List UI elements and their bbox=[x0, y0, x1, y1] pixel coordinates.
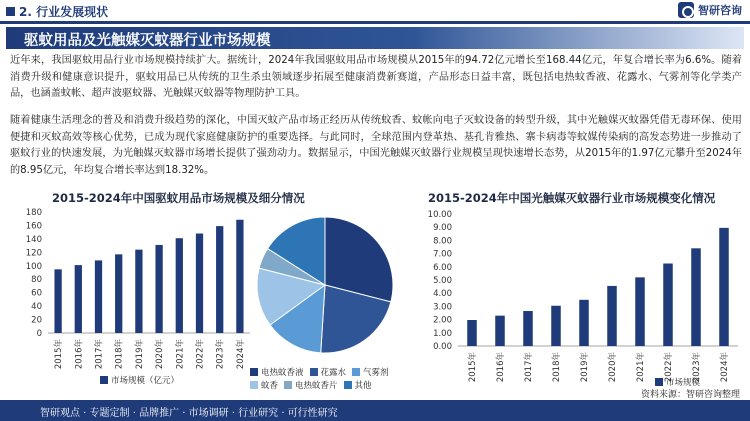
pie-legend-item bbox=[250, 365, 304, 378]
pie-legend-item bbox=[352, 365, 389, 378]
right-chart-x-tick-label: 2018年 bbox=[552, 352, 562, 383]
left-chart-y-tick-label: 120 bbox=[25, 248, 42, 259]
right-chart-bar bbox=[551, 306, 561, 346]
section-label bbox=[6, 3, 108, 20]
pie-legend-label: 电热蚊香液 bbox=[261, 367, 304, 378]
left-chart-bar bbox=[75, 265, 82, 333]
left-chart-x-tick-label: 2021年 bbox=[175, 339, 186, 370]
left-chart-bar bbox=[176, 238, 183, 333]
segment-pie-chart bbox=[250, 205, 420, 365]
right-chart-x-tick-label: 2016年 bbox=[496, 352, 506, 383]
left-chart-x-tick-label: 2016年 bbox=[74, 339, 85, 370]
left-chart-bar bbox=[54, 269, 61, 333]
right-chart-legend-swatch bbox=[655, 378, 663, 386]
title-banner bbox=[6, 27, 744, 49]
pie-legend-label: 电热蚊香片 bbox=[295, 381, 338, 391]
pie-legend-item bbox=[344, 379, 372, 392]
pie-legend-item bbox=[284, 379, 338, 392]
left-chart-bar bbox=[95, 260, 102, 333]
right-chart-bar bbox=[467, 320, 477, 346]
left-chart-bar bbox=[236, 220, 243, 333]
left-chart-bar bbox=[196, 234, 203, 333]
right-chart-bar bbox=[579, 300, 589, 346]
right-chart-y-tick-label: 7.00 bbox=[433, 249, 452, 260]
right-chart-legend-label: 市场规模 bbox=[666, 378, 701, 388]
right-chart-y-tick-label: 0.00 bbox=[433, 342, 452, 352]
left-chart-y-tick-label: 140 bbox=[25, 234, 42, 245]
pie-legend-swatch bbox=[250, 381, 258, 389]
logo-icon bbox=[678, 2, 694, 18]
right-chart-x-tick-label: 2023年 bbox=[692, 352, 702, 383]
right-chart-bar bbox=[523, 311, 533, 346]
left-chart-x-tick-label: 2017年 bbox=[94, 339, 105, 370]
left-chart-x-tick-label: 2020年 bbox=[155, 339, 166, 370]
right-chart-title: 2015-2024年中国光触媒灭蚊器行业市场规模变化情况 bbox=[428, 191, 716, 205]
pie-legend-item bbox=[250, 379, 278, 392]
pie-legend-label: 气雾剂 bbox=[363, 367, 389, 378]
analysis-paragraph: 随着健康生活理念的普及和消费升级趋势的深化，中国灭蚊产品市场正经历从传统蚊香、蚊帐向电子灭蚊设备的转型升级，其中光触媒灭蚊器凭借无毒环保、使用便捷和灭蚊高效等核心优势，已成为现代家庭健康防护的重要选择。与此同时，全球范围内登革热、基孔肯雅热、寨卡病毒等蚊媒传染病的高发态势进一步推动了驱蚊行业的快速发展，为光触媒灭蚊器市场增长提供了强劲动力。数据显示，中国光触媒灭蚊器行业规模呈现快速增长态势，从2015年的1.97亿元攀升至2024年的8.95亿元，年均复合增长率达到18.32%。 bbox=[10, 115, 742, 176]
left-chart-bar bbox=[115, 254, 122, 333]
right-chart-y-tick-label: 1.00 bbox=[433, 328, 452, 339]
left-chart-y-tick-label: 180 bbox=[25, 208, 42, 218]
pie-legend bbox=[250, 365, 420, 392]
brand-logo[interactable] bbox=[678, 2, 742, 18]
right-chart-y-tick-label: 8.00 bbox=[433, 236, 452, 247]
data-source: 资料来源：智研咨询整理 bbox=[640, 390, 740, 400]
logo-text: 智研咨询 bbox=[698, 4, 742, 17]
left-chart-x-tick-label: 2024年 bbox=[235, 339, 246, 370]
right-chart-x-tick-label: 2015年 bbox=[468, 352, 478, 383]
repellent-market-bar-chart bbox=[0, 205, 250, 400]
left-chart-legend-label: 市场规模（亿元） bbox=[111, 376, 180, 386]
pie-legend-swatch bbox=[344, 381, 352, 389]
left-chart-title: 2015-2024年中国驱蚊用品市场规模及细分情况 bbox=[52, 191, 305, 205]
right-chart-y-tick-label: 4.00 bbox=[433, 289, 452, 300]
right-chart-bar bbox=[663, 264, 673, 347]
right-chart-bar bbox=[607, 286, 617, 346]
left-chart-bar bbox=[155, 245, 162, 333]
photocatalyst-market-bar-chart bbox=[420, 205, 750, 400]
pie-legend-label: 其他 bbox=[354, 381, 372, 391]
pie-legend-label: 蚊香 bbox=[261, 381, 279, 391]
left-chart-x-tick-label: 2023年 bbox=[215, 339, 226, 370]
left-chart-y-tick-label: 80 bbox=[31, 275, 42, 286]
header-divider bbox=[0, 21, 750, 24]
left-chart-x-tick-label: 2019年 bbox=[134, 339, 145, 370]
left-chart-x-tick-label: 2018年 bbox=[114, 339, 125, 370]
pie-legend-swatch bbox=[250, 368, 258, 376]
left-chart-x-tick-label: 2015年 bbox=[54, 339, 65, 370]
right-chart-x-tick-label: 2022年 bbox=[664, 352, 674, 383]
pie-legend-item bbox=[310, 365, 347, 378]
right-chart-x-tick-label: 2020年 bbox=[608, 352, 618, 383]
top-bar bbox=[0, 0, 750, 24]
left-chart-y-tick-label: 0 bbox=[36, 329, 42, 339]
footer-bar bbox=[0, 400, 750, 421]
left-chart-y-tick-label: 40 bbox=[31, 302, 42, 313]
right-chart-bar bbox=[495, 316, 505, 346]
intro-paragraph: 近年来，我国驱蚊用品行业市场规模持续扩大。据统计，2024年我国驱蚊用品市场规模从2015年的94.72亿元增长至168.44亿元，年复合增长率为6.6%。随着消费升级和健康意识提升，驱蚊用品已从传统的卫生杀虫领域逐步拓展至健康消费新赛道，产品形态日益丰富，既包括电热蚊香液、花露水、气雾剂等化学类产品，也涵盖蚊帐、超声波驱蚊器、光触媒灭蚊器等物理防护工具。 bbox=[10, 55, 742, 99]
left-chart-y-tick-label: 160 bbox=[25, 221, 42, 232]
right-chart-y-tick-label: 10.00 bbox=[427, 210, 452, 220]
left-chart-y-tick-label: 100 bbox=[25, 261, 42, 272]
right-chart-bar bbox=[719, 228, 729, 346]
left-chart-bar bbox=[216, 226, 223, 333]
left-chart-bar bbox=[135, 250, 142, 333]
left-chart-legend-swatch bbox=[100, 376, 108, 384]
page-title: 驱蚊用品及光触媒灭蚊器行业市场规模 bbox=[24, 33, 271, 49]
footer-services: 智研观点 · 专题定制 · 品牌推广 · 市场调研 · 行业研究 · 可行性研究 bbox=[40, 408, 338, 419]
left-chart-y-tick-label: 20 bbox=[31, 315, 42, 326]
section-marker-icon bbox=[6, 7, 15, 16]
right-chart-x-tick-label: 2019年 bbox=[580, 352, 590, 383]
pie-legend-label: 花露水 bbox=[320, 367, 347, 378]
pie-legend-swatch bbox=[284, 381, 292, 389]
section-label-text: 2. 行业发展现状 bbox=[19, 5, 109, 19]
left-chart-x-tick-label: 2022年 bbox=[195, 339, 206, 370]
right-chart-x-tick-label: 2017年 bbox=[524, 352, 534, 383]
right-chart-y-tick-label: 3.00 bbox=[433, 302, 452, 313]
right-chart-bar bbox=[635, 277, 645, 346]
left-chart-y-tick-label: 60 bbox=[31, 288, 42, 299]
right-chart-y-tick-label: 2.00 bbox=[433, 315, 452, 326]
pie-legend-swatch bbox=[310, 368, 318, 376]
right-chart-bar bbox=[691, 248, 701, 346]
right-chart-y-tick-label: 6.00 bbox=[433, 262, 452, 273]
right-chart-y-tick-label: 5.00 bbox=[433, 276, 452, 286]
right-chart-x-tick-label: 2021年 bbox=[636, 352, 646, 383]
right-chart-x-tick-label: 2024年 bbox=[720, 352, 730, 383]
right-chart-y-tick-label: 9.00 bbox=[433, 223, 452, 234]
pie-legend-swatch bbox=[352, 368, 360, 376]
